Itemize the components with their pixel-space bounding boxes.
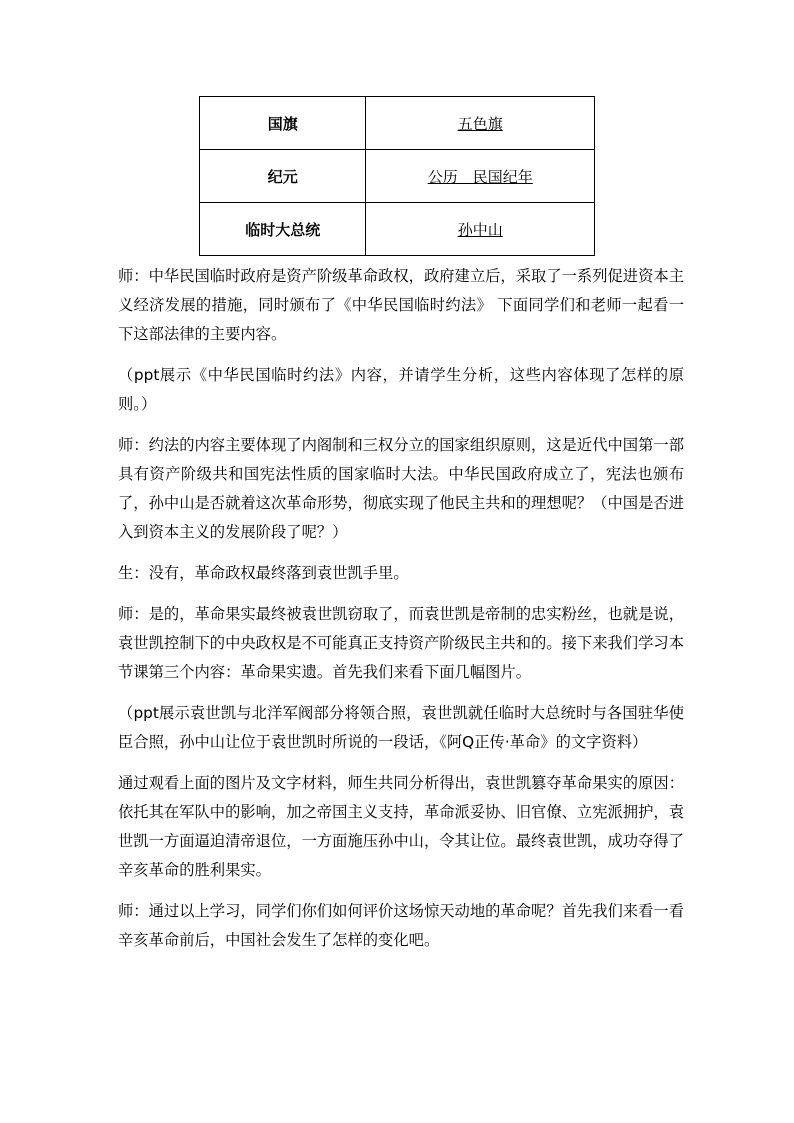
info-table [199, 96, 595, 256]
table-cell-value-text: 五色旗 [457, 114, 503, 133]
paragraph: 师：通过以上学习，同学们你们如何评价这场惊天动地的革命呢？首先我们来看一看辛亥革命前后，中国社会发生了怎样的变化吧。 [118, 902, 684, 949]
table-cell-key: 纪元 [200, 150, 366, 203]
paragraph: （ppt展示《中华民国临时约法》内容，并请学生分析，这些内容体现了怎样的原则。） [118, 366, 684, 413]
paragraph: 师：中华民国临时政府是资产阶级革命政权，政府建立后，采取了一系列促进资本主义经济发展的措施，同时颁布了《中华民国临时约法》 下面同学们和老师一起看一下这部法律的主要内容。 [118, 267, 684, 343]
table-row [200, 150, 595, 203]
table-cell-value [366, 150, 595, 203]
body-text [118, 262, 684, 967]
table-row [200, 203, 595, 256]
paragraph: （ppt展示袁世凯与北洋军阀部分将领合照，袁世凯就任临时大总统时与各国驻华使臣合照，孙中山让位于袁世凯时所说的一段话，《阿Q正传·革命》的文字资料） [118, 704, 684, 751]
paragraph: 生：没有，革命政权最终落到袁世凯手里。 [118, 564, 409, 582]
table-cell-value [366, 203, 595, 256]
table-cell-value-text: 孙中山 [457, 220, 503, 239]
table-row [200, 97, 595, 150]
paragraph: 师：是的，革命果实最终被袁世凯窃取了，而袁世凯是帝制的忠实粉丝，也就是说，袁世凯控制下的中央政权是不可能真正支持资产阶级民主共和的。接下来我们学习本节课第三个内容：革命果实遗。首先我们来看下面几幅图片。 [118, 605, 684, 681]
paragraph: 师：约法的内容主要体现了内阁制和三权分立的国家组织原则，这是近代中国第一部具有资产阶级共和国宪法性质的国家临时大法。中华民国政府成立了，宪法也颁布了，孙中山是否就着这次革命形势，彻底实现了他民主共和的理想呢？（中国是否进入到资本主义的发展阶段了呢？） [118, 436, 684, 541]
table-cell-key: 国旗 [200, 97, 366, 150]
table-cell-key: 临时大总统 [200, 203, 366, 256]
paragraph: 通过观看上面的图片及文字材料，师生共同分析得出，袁世凯篡夺革命果实的原因：依托其在军队中的影响，加之帝国主义支持，革命派妥协、旧官僚、立宪派拥护，袁世凯一方面逼迫清帝退位，一方面施压孙中山，令其让位。最终袁世凯，成功夺得了辛亥革命的胜利果实。 [118, 774, 684, 879]
table-cell-value-text: 公历 民国纪年 [427, 167, 533, 186]
table-cell-value [366, 97, 595, 150]
